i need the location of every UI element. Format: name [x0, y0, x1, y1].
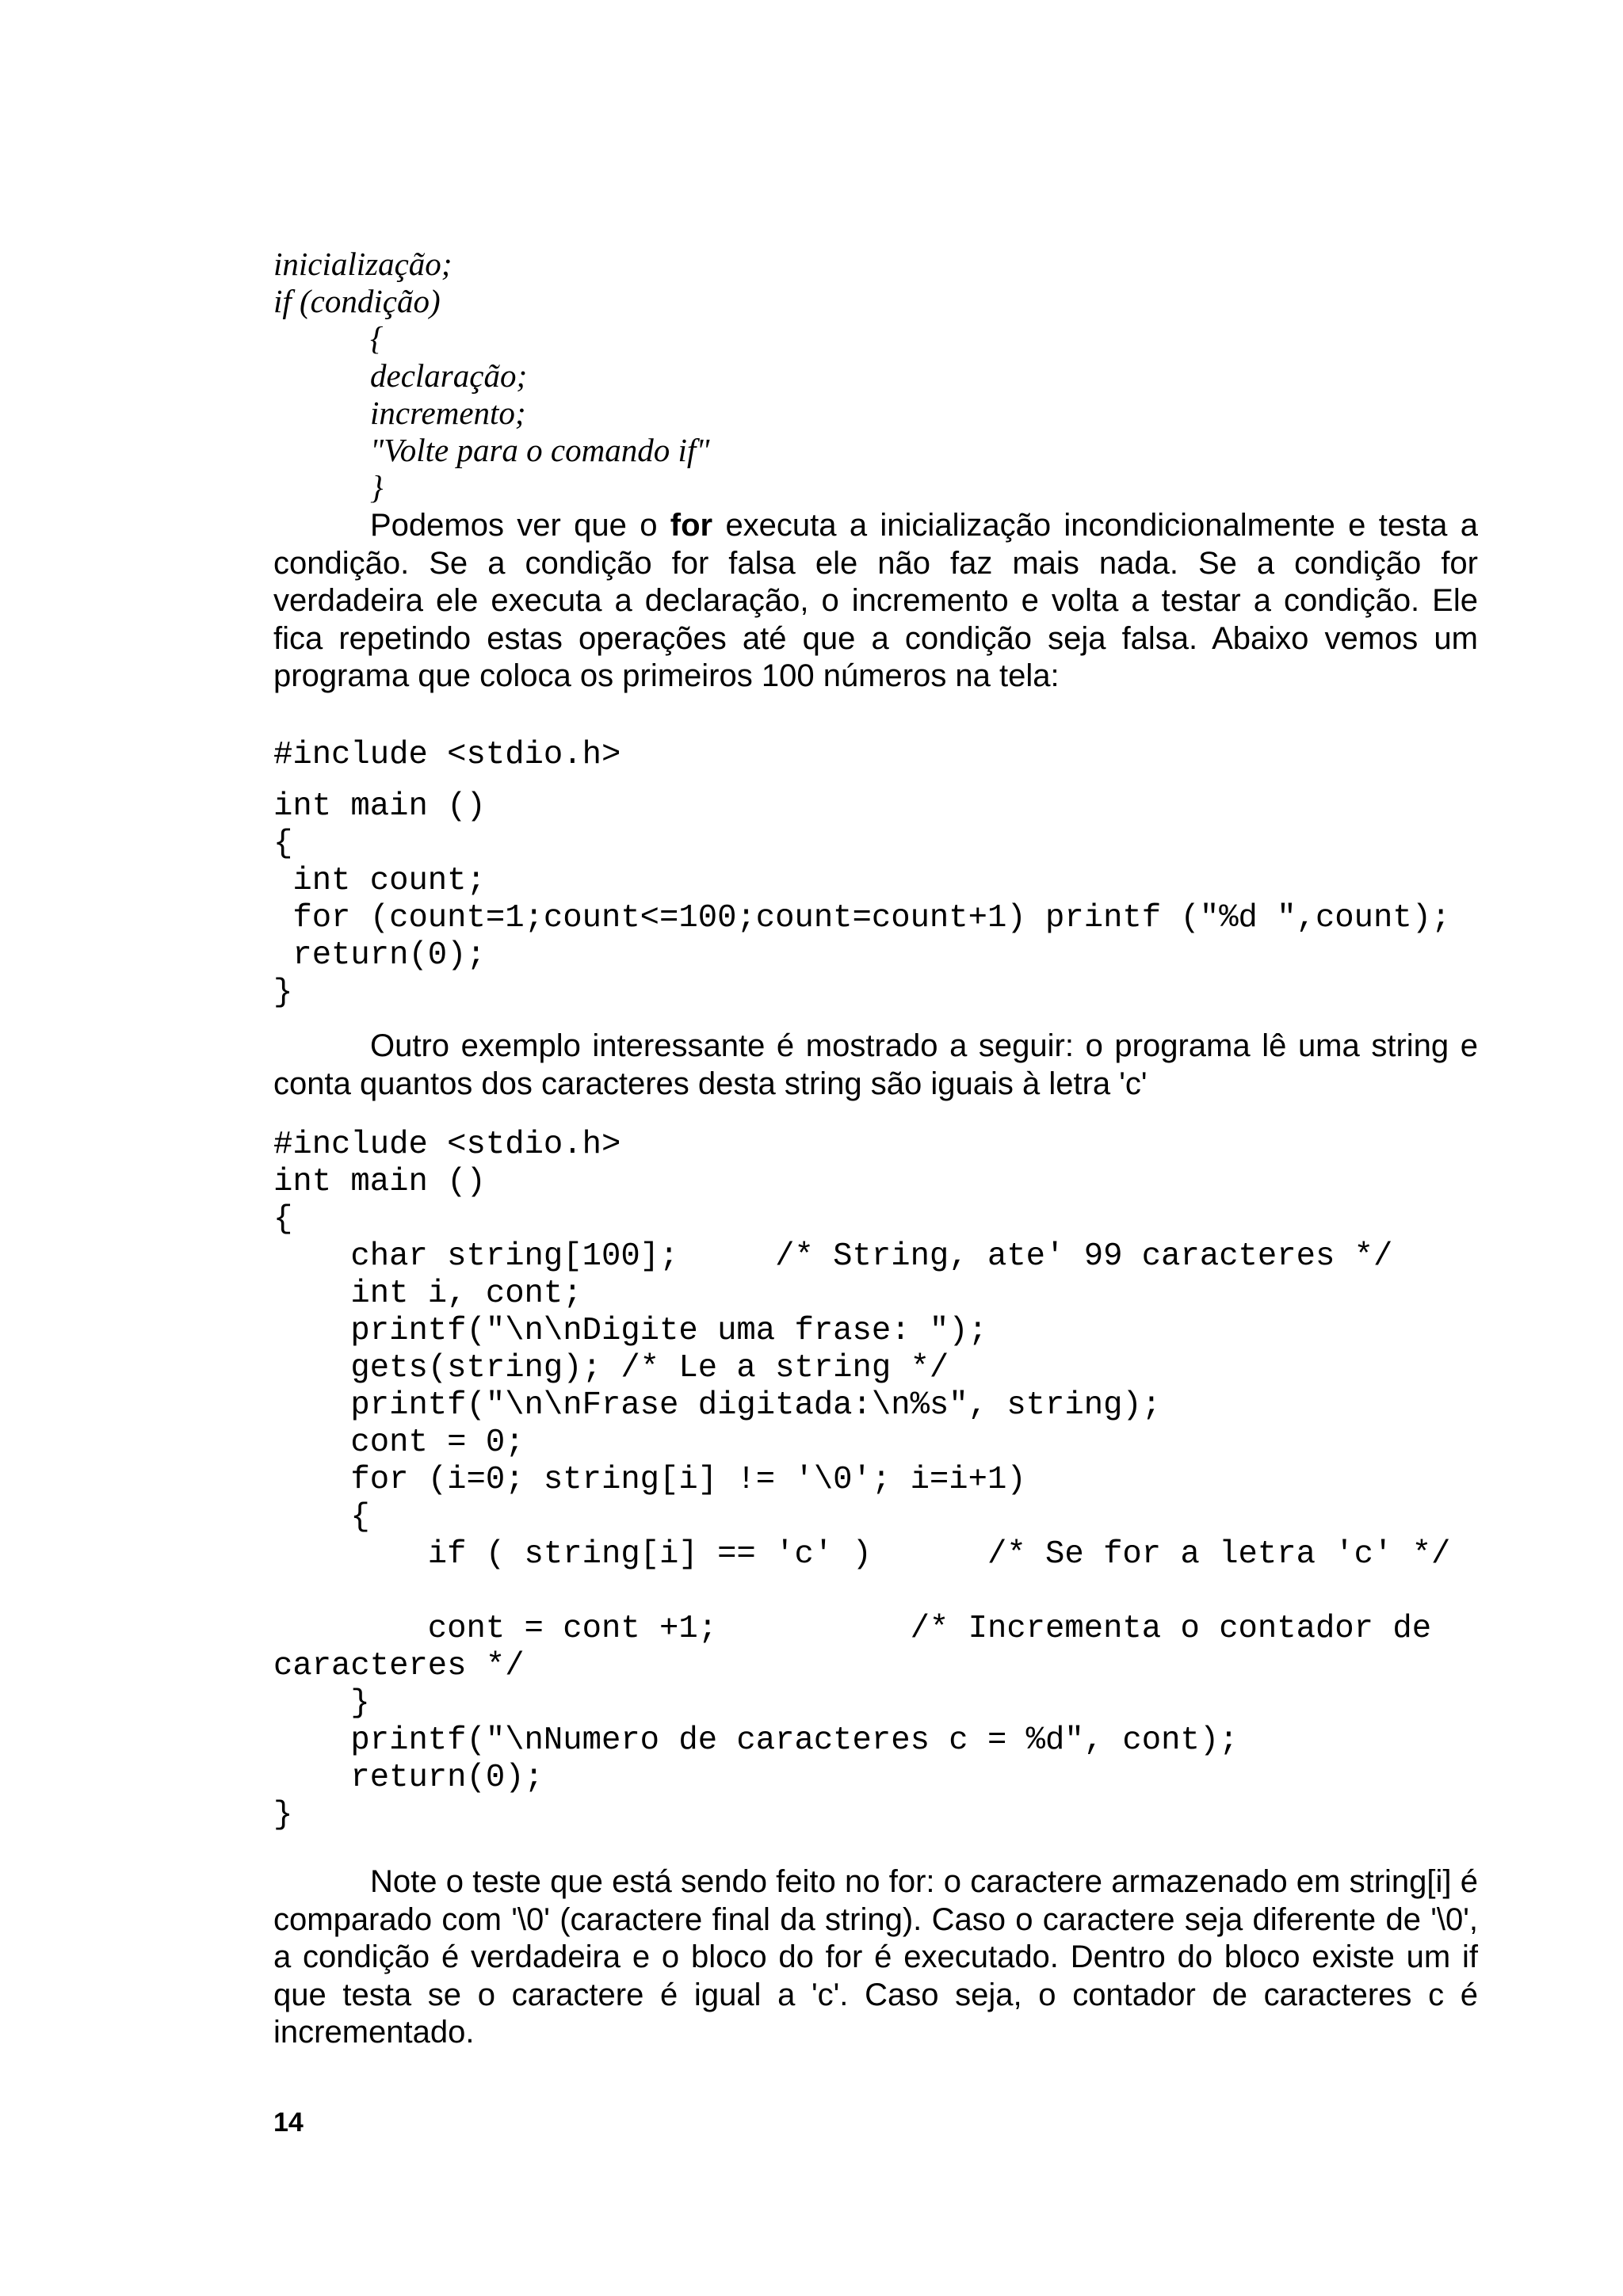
code-line: int main () [273, 1164, 486, 1200]
code-line: caracteres */ [273, 1648, 525, 1684]
paragraph-second-example [273, 1028, 1478, 1103]
code-line: return(0); [273, 1760, 544, 1796]
paragraph-text: executa a inicialização incondicionalmente e testa a condição. Se a condição for falsa ele não faz mais nada. Se a condição for verdadeira ele executa a declaração, o incremento e volta a testar a condição. Ele fica repetindo estas operações até que a condição seja falsa. Abaixo vemos um programa que coloca os primeiros 100 números na tela: [273, 508, 1478, 693]
code-line: { [273, 826, 293, 862]
code-line: #include <stdio.h> [273, 1127, 621, 1163]
code-line: cont = 0; [273, 1425, 525, 1461]
code-block-count-c [273, 1127, 1510, 1834]
code-line: for (i=0; string[i] != '\0'; i=i+1) [273, 1462, 1026, 1498]
code-block-count [273, 737, 1510, 1012]
code-line: cont = cont +1; /* Incrementa o contador de [273, 1611, 1432, 1647]
code-line: printf("\nNumero de caracteres c = %d", cont); [273, 1722, 1239, 1759]
paragraph-for-explanation [273, 507, 1478, 696]
pseudocode-line: declaração; [370, 357, 528, 394]
pseudocode-line: incremento; [370, 395, 526, 431]
code-line: } [273, 974, 293, 1011]
pseudocode-line: { [370, 320, 384, 357]
code-line: } [273, 1685, 370, 1722]
code-line: { [273, 1499, 370, 1535]
code-line [273, 1573, 1510, 1611]
code-line: } [273, 1797, 293, 1833]
keyword-for: for [670, 508, 713, 543]
code-line: if ( string[i] == 'c' ) /* Se for a letra 'c' */ [273, 1536, 1451, 1573]
code-line: gets(string); /* Le a string */ [273, 1350, 949, 1386]
pseudocode-line: "Volte para o comando if" [370, 432, 710, 468]
code-line: { [273, 1201, 293, 1238]
paragraph-text: Outro exemplo interessante é mostrado a seguir: o programa lê uma string e conta quantos dos caracteres desta string são iguais à letra 'c' [273, 1028, 1478, 1101]
code-line: int i, cont; [273, 1276, 582, 1312]
code-line: int count; [273, 863, 486, 899]
code-line: printf("\n\nDigite uma frase: "); [273, 1313, 987, 1349]
code-line: int main () [273, 788, 486, 825]
code-line: for (count=1;count<=100;count=count+1) printf ("%d ",count); [273, 900, 1451, 936]
pseudocode-line: inicialização; [273, 246, 453, 282]
code-line: char string[100]; /* String, ate' 99 caracteres */ [273, 1238, 1393, 1275]
pseudocode-line: } [370, 469, 384, 505]
code-line: printf("\n\nFrase digitada:\n%s", string); [273, 1387, 1162, 1424]
paragraph-text: Podemos ver que o [370, 508, 670, 543]
code-line: #include <stdio.h> [273, 737, 621, 773]
pseudocode-block [273, 246, 1478, 506]
code-line: return(0); [273, 937, 486, 974]
paragraph-text: Note o teste que está sendo feito no for: o caractere armazenado em string[i] é comparado com '\0' (caractere final da string). Caso o caractere seja diferente de '\0', a condição é verdadeira e o bloco do for é executado. Dentro do bloco existe um if que testa se o caractere é igual a 'c'. Caso seja, o contador de caracteres c é incrementado. [273, 1864, 1478, 2050]
paragraph-note [273, 1863, 1478, 2052]
pseudocode-line: if (condição) [273, 283, 441, 319]
page-number: 14 [273, 2107, 304, 2138]
